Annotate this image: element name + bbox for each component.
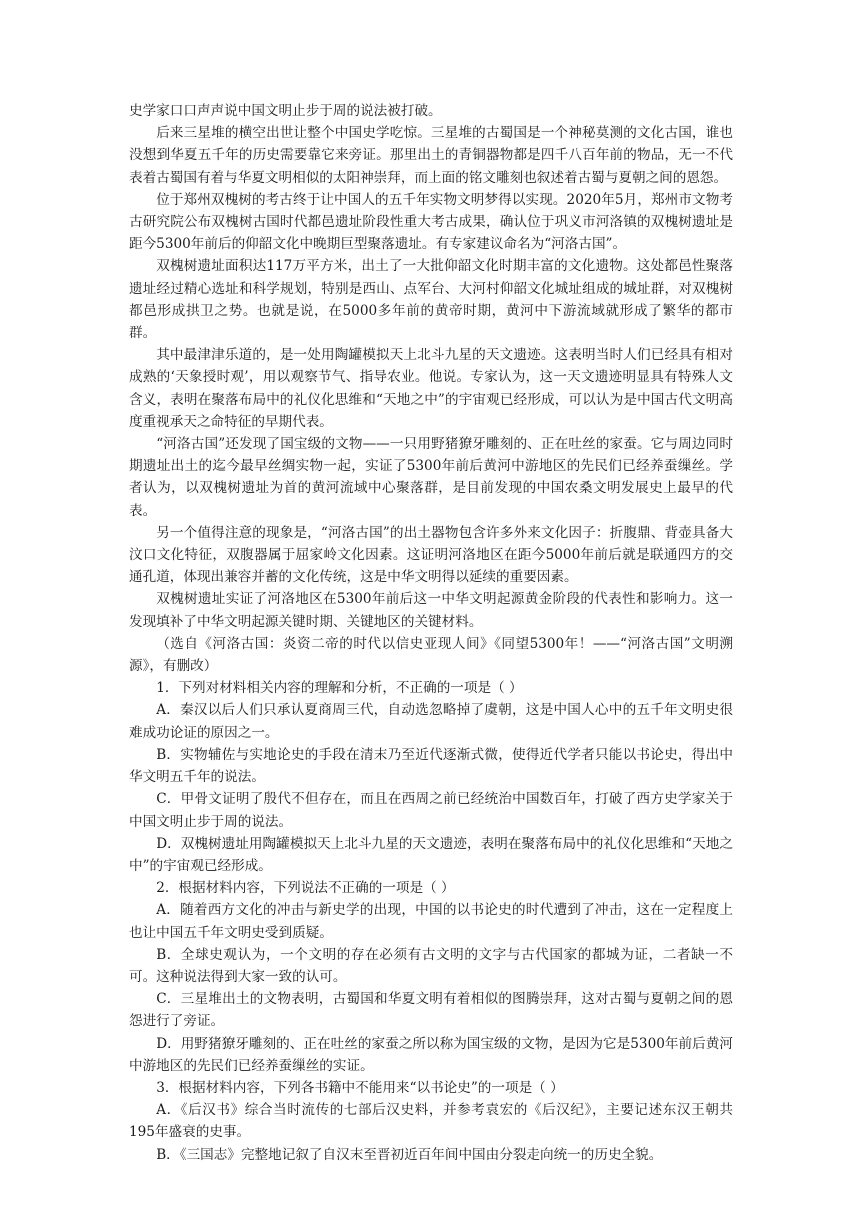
q1-option-c: C．甲骨文证明了殷代不但存在，而且在西周之前已经统治中国数百年，打破了西方史学家关于中国文明止步于周的说法。 [129, 791, 733, 830]
source-note: （选自《河洛古国：炎资二帝的时代以信史亚现人间》《同望5300年！——“河洛古国”文明溯源》，有删改） [129, 635, 733, 675]
paragraph-shuanghuaishu-intro: 位于郑州双槐树的考古终于让中国人的五千年实物文明梦得以实现。2020年5月，郑州市文物考古研究院公布双槐树古国时代都邑遗址阶段性重大考古成果，确认位于巩义市河洛镇的双槐树遗址是距今5300年前后的仰韶文化中晚期巨型聚落遗址。有专家建议命名为“河洛古国”。 [129, 191, 733, 253]
question-3: 3．根据材料内容，下列各书籍中不能用来“以书论史”的一项是（ ） [156, 1079, 564, 1096]
question-2: 2．根据材料内容，下列说法不正确的一项是（ ） [156, 880, 455, 897]
q1-option-d: D．双槐树遗址用陶罐模拟天上北斗九星的天文遗迹，表明在聚落布局中的礼仪化思维和“天地之中”的宇宙观已经形成。 [129, 835, 733, 874]
document-page [129, 100, 733, 1166]
q1-option-b: B．实物辅佐与实地论史的手段在清末乃至近代逐渐式微，使得近代学者只能以书论史，得出中华文明五千年的说法。 [129, 746, 733, 786]
paragraph-astronomy: 其中最津津乐道的，是一处用陶罐模拟天上北斗九星的天文遗迹。这表明当时人们已经具有相对成熟的‘天象授时观’，用以观察节气、指导农业。他说。专家认为，这一天文遗迹明显具有特殊人文含义，表明在聚落布局中的礼仪化思维和“天地之中”的宇宙观已经形成，可以认为是中国古代文明高度重视承天之命特征的早期代表。 [129, 347, 733, 430]
q2-option-b: B．全球史观认为，一个文明的存在必须有古文明的文字与古代国家的都城为证，二者缺一不可。这种说法得到大家一致的认可。 [129, 946, 733, 985]
paragraph-silkworm: “河洛古国”还发现了国宝级的文物——一只用野猪獠牙雕刻的、正在吐丝的家蚕。它与周边同时期遗址出土的迄今最早丝绸实物一起，实证了5300年前后黄河中游地区的先民们已经养蚕缫丝。学者认为，以双槐树遗址为首的黄河流域中心聚落群，是目前发现的中国农桑文明发展史上最早的代表。 [129, 436, 733, 519]
q2-option-a: A．随着西方文化的冲击与新史学的出现，中国的以书论史的时代遭到了冲击，这在一定程度上也让中国五千年文明史受到质疑。 [129, 902, 733, 941]
paragraph-sanxingdui: 后来三星堆的横空出世让整个中国史学吃惊。三星堆的古蜀国是一个神秘莫测的文化古国，谁也没想到华夏五千年的历史需要靠它来旁证。那里出土的青铜器物都是四千八百年前的物品，无一不代表着古蜀国有着与华夏文明相似的太阳神崇拜，而上面的铭文雕刻也叙述着古蜀与夏朝之间的恩怨。 [129, 125, 733, 186]
paragraph-continuation: 史学家口口声声说中国文明止步于周的说法被打破。 [129, 103, 442, 119]
q2-option-c: C．三星堆出土的文物表明，古蜀国和华夏文明有着相似的图腾崇拜，这对古蜀与夏朝之间的恩怨进行了旁证。 [129, 991, 733, 1030]
q1-option-a: A．秦汉以后人们只承认夏商周三代，自动选忽略掉了虞朝，这是中国人心中的五千年文明史很难成功论证的原因之一。 [129, 702, 733, 741]
q3-option-b: B．《三国志》完整地记叙了自汉末至晋初近百年间中国由分裂走向统一的历史全貌。 [156, 1146, 663, 1163]
question-1: 1．下列对材料相关内容的理解和分析，不正确的一项是（ ） [156, 680, 523, 697]
paragraph-foreign-culture: 另一个值得注意的现象是，“河洛古国”的出土器物包含许多外来文化因子：折腹鼎、背壶具备大汶口文化特征，双腹器属于屈家岭文化因素。这证明河洛地区在距今5000年前后就是联通四方的交通孔道，体现出兼容并蓄的文化传统，这是中华文明得以延续的重要因素。 [129, 524, 733, 586]
q3-option-a: A．《后汉书》综合当时流传的七部后汉史料，并参考袁宏的《后汉纪》，主要记述东汉王朝共195年盛衰的史事。 [129, 1102, 733, 1141]
paragraph-conclusion: 双槐树遗址实证了河洛地区在5300年前后这一中华文明起源黄金阶段的代表性和影响力。这一发现填补了中华文明起源关键时期、关键地区的关键材料。 [129, 591, 733, 630]
q2-option-d: D．用野猪獠牙雕刻的、正在吐丝的家蚕之所以称为国宝级的文物，是因为它是5300年前后黄河中游地区的先民们已经养蚕缫丝的实证。 [129, 1035, 733, 1074]
paragraph-site-area: 双槐树遗址面积达117万平方米，出土了一大批仰韶文化时期丰富的文化遗物。这处都邑性聚落遗址经过精心选址和科学规划，特别是西山、点军台、大河村仰韶文化城址组成的城址群，对双槐树都邑形成拱卫之势。也就是说，在5000多年前的黄帝时期，黄河中下游流域就形成了繁华的都市群。 [129, 258, 733, 342]
